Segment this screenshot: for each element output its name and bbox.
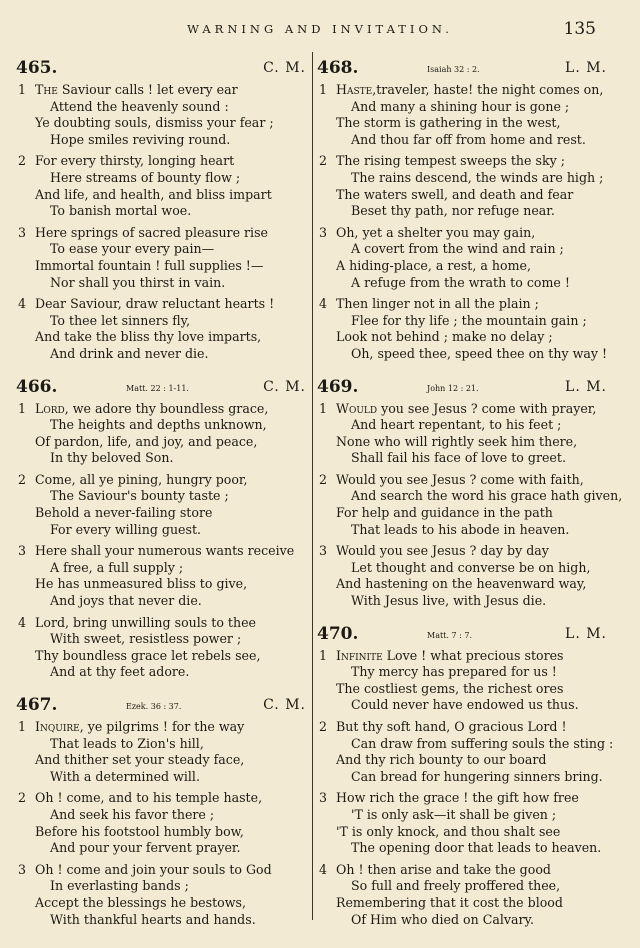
verse-line (16, 313, 306, 330)
verse-line (317, 840, 607, 857)
line-text: And thy rich bounty to our board (336, 752, 547, 768)
line-text: To thee let sinners fly, (50, 312, 191, 328)
line-text: we adore thy boundless grace, (68, 400, 269, 416)
stanza-number: 4 (319, 861, 328, 877)
stanza (317, 790, 607, 856)
line-text: The opening door that leads to heaven. (351, 840, 602, 856)
stanza (16, 719, 306, 785)
line-text: Let thought and converse be on high, (351, 559, 591, 575)
line-text: Immortal fountain ! full supplies !— (35, 257, 264, 273)
stanza-number: 2 (319, 719, 328, 734)
verse-line (317, 132, 607, 149)
verse-line (317, 895, 607, 912)
line-text: Ye doubting souls, dismiss your fear ; (35, 115, 274, 131)
line-text: ye pilgrims ! for the way (83, 719, 245, 734)
line-text: And joys that never die. (50, 593, 202, 609)
stanza-number: 1 (18, 719, 27, 734)
left-column (16, 58, 306, 942)
verse-line (317, 878, 607, 895)
stanza-number: 1 (18, 82, 27, 97)
line-text: How rich the grace ! the gift how free (336, 790, 579, 806)
scripture-reference: John 12 : 21. (427, 383, 479, 393)
hymn-meter: C. M. (263, 697, 306, 713)
verse-line (317, 912, 607, 929)
hymn-meter: L. M. (565, 378, 607, 395)
first-word: Infinite (336, 647, 383, 663)
stanza-number: 1 (319, 82, 328, 97)
line-text: And seek his favor there ; (50, 806, 215, 822)
line-text: Accept the blessings he bestows, (35, 894, 246, 910)
verse-line (317, 153, 607, 170)
hymn-meter: C. M. (263, 378, 306, 395)
line-text: With sweet, resistless power ; (50, 631, 242, 647)
hymn-header (16, 58, 306, 80)
verse-line (317, 329, 607, 346)
scripture-reference: Matt. 7 : 7. (427, 630, 472, 640)
line-text: Before his footstool humbly bow, (35, 823, 244, 839)
line-text: Can draw from suffering souls the sting : (351, 735, 614, 751)
verse-line (317, 505, 607, 522)
verse-line (317, 593, 607, 610)
verse-line (317, 543, 607, 560)
verse-line (16, 736, 306, 753)
verse-line (16, 187, 306, 204)
line-text: But thy soft hand, O gracious Lord ! (336, 719, 567, 734)
hymn-number: 469. (317, 376, 359, 397)
first-word: Lord, (35, 400, 69, 416)
verse-line (16, 472, 306, 489)
line-text: Hope smiles reviving round. (50, 131, 231, 147)
line-text: 'T is only ask—it shall be given ; (351, 806, 557, 822)
line-text: With thankful hearts and hands. (50, 911, 256, 927)
line-text: Attend the heavenly sound : (50, 98, 229, 114)
stanza (317, 296, 607, 362)
verse-line (16, 840, 306, 857)
verse-line (317, 296, 607, 313)
scripture-reference: Matt. 22 : 1-11. (126, 383, 189, 393)
hymn-number: 465. (16, 58, 58, 78)
hymn-meter: L. M. (565, 625, 607, 642)
verse-line (16, 878, 306, 895)
verse-line (16, 296, 306, 313)
line-text: Would you see Jesus ? come with faith, (336, 471, 584, 487)
stanza-number: 1 (319, 647, 328, 663)
verse-line (16, 450, 306, 467)
line-text: Beset thy path, nor refuge near. (351, 203, 555, 219)
hymn (16, 58, 306, 363)
line-text: Then linger not in all the plain ; (336, 296, 539, 312)
running-title: WARNING AND INVITATION. (187, 22, 453, 36)
stanza-number: 3 (18, 224, 27, 240)
verse-line (16, 576, 306, 593)
verse-line (317, 576, 607, 593)
hymn (317, 623, 614, 929)
line-text: And drink and never die. (50, 345, 209, 361)
verse-line (16, 648, 306, 665)
first-word: The (35, 82, 58, 97)
verse-line (317, 697, 607, 714)
line-text: In everlasting bands ; (50, 878, 189, 894)
line-text: Flee for thy life ; the mountain gain ; (351, 312, 587, 328)
line-text: That leads to his abode in heaven. (351, 521, 570, 537)
verse-line (16, 543, 306, 560)
verse-line (16, 560, 306, 577)
line-text: Thy mercy has prepared for us ! (351, 664, 557, 680)
verse-line (16, 401, 306, 418)
stanza-number: 4 (18, 614, 27, 630)
line-text: Oh ! then arise and take the good (336, 861, 551, 877)
verse-line (317, 258, 607, 275)
line-text: With Jesus live, with Jesus die. (351, 593, 547, 609)
verse-line (317, 752, 607, 769)
line-text: Look not behind ; make no delay ; (336, 329, 553, 345)
stanza (317, 225, 607, 291)
line-text: you see Jesus ? come with prayer, (377, 400, 597, 416)
verse-line (317, 99, 607, 116)
verse-line (317, 275, 607, 292)
line-text: The rising tempest sweeps the sky ; (336, 153, 565, 169)
line-text: Would you see Jesus ? day by day (336, 543, 549, 559)
verse-line (16, 862, 306, 879)
verse-line (317, 241, 607, 258)
verse-line (16, 488, 306, 505)
verse-line (16, 719, 306, 736)
verse-line (16, 824, 306, 841)
stanza (16, 615, 306, 681)
verse-line (16, 417, 306, 434)
line-text: That leads to Zion's hill, (50, 735, 204, 751)
verse-line (317, 115, 607, 132)
scripture-reference: Ezek. 36 : 37. (126, 702, 182, 711)
line-text: Oh, yet a shelter you may gain, (336, 224, 536, 240)
line-text: For every willing guest. (50, 521, 202, 537)
line-text: Here streams of bounty flow ; (50, 169, 241, 185)
stanza (317, 471, 623, 538)
line-text: The waters swell, and death and fear (336, 186, 574, 202)
line-text: A hiding-place, a rest, a home, (336, 257, 531, 273)
line-text: The Saviour's bounty taste ; (50, 488, 229, 504)
line-text: And thou far off from home and rest. (351, 131, 586, 147)
stanza (317, 82, 607, 148)
hymn-number: 470. (317, 623, 359, 644)
line-text: And heart repentant, to his feet ; (351, 417, 562, 433)
line-text: Here springs of sacred pleasure rise (35, 224, 268, 240)
line-text: Saviour calls ! let every ear (57, 82, 238, 97)
stanza (16, 401, 306, 467)
line-text: And at thy feet adore. (50, 664, 190, 680)
verse-line (16, 225, 306, 242)
line-text: traveler, haste! the night comes on, (376, 82, 604, 97)
verse-line (317, 450, 607, 467)
verse-line (317, 862, 607, 879)
line-text: The rains descend, the winds are high ; (351, 169, 604, 185)
line-text: And life, and health, and bliss impart (35, 186, 272, 202)
verse-line (16, 593, 306, 610)
stanza (16, 225, 306, 291)
line-text: For help and guidance in the path (336, 505, 553, 521)
verse-line (317, 664, 607, 681)
line-text: He has unmeasured bliss to give, (35, 576, 248, 592)
hymn-header (16, 377, 306, 399)
stanza (16, 82, 306, 148)
page-number: 135 (563, 19, 596, 39)
line-text: And pour your fervent prayer. (50, 840, 241, 856)
verse-line (16, 275, 306, 292)
stanza (317, 719, 614, 785)
verse-line (317, 488, 623, 505)
verse-line (16, 434, 306, 451)
verse-line (16, 132, 306, 149)
verse-line (16, 241, 306, 258)
verse-line (317, 417, 607, 434)
verse-line (317, 648, 607, 665)
verse-line (317, 401, 607, 418)
verse-line (16, 346, 306, 363)
verse-line (16, 752, 306, 769)
stanza (317, 401, 607, 467)
verse-line (317, 522, 607, 539)
verse-line (317, 769, 607, 786)
line-text: None who will rightly seek him there, (336, 433, 578, 449)
verse-line (16, 522, 306, 539)
verse-line (317, 82, 607, 99)
verse-line (317, 313, 607, 330)
verse-line (16, 82, 306, 99)
verse-line (317, 824, 607, 841)
line-text: The storm is gathering in the west, (336, 115, 561, 131)
line-text: So full and freely proffered thee, (351, 878, 561, 894)
stanza-number: 2 (319, 471, 328, 487)
hymn-number: 466. (16, 376, 58, 397)
stanza (16, 296, 306, 362)
line-text: Could never have endowed us thus. (351, 697, 579, 713)
verse-line (317, 807, 607, 824)
verse-line (16, 807, 306, 824)
stanza (317, 648, 607, 714)
stanza-number: 2 (18, 471, 27, 487)
stanza-number: 2 (18, 153, 27, 169)
verse-line (16, 115, 306, 132)
line-text: And search the word his grace hath given, (351, 488, 623, 504)
hymn-number: 467. (16, 695, 58, 715)
line-text: Of pardon, life, and joy, and peace, (35, 433, 258, 449)
stanza-number: 3 (319, 543, 328, 559)
stanza-number: 4 (18, 296, 27, 312)
verse-line (16, 912, 306, 929)
hymn (16, 377, 306, 682)
stanza-number: 1 (18, 400, 27, 416)
line-text: And many a shining hour is gone ; (351, 98, 570, 114)
verse-line (317, 735, 614, 753)
line-text: In thy beloved Son. (50, 450, 174, 466)
verse-line (16, 203, 306, 220)
verse-line (317, 225, 607, 242)
verse-line (16, 153, 306, 170)
verse-line (317, 560, 607, 577)
line-text: Oh ! come, and to his temple haste, (35, 790, 263, 806)
verse-line (16, 664, 306, 681)
stanza (16, 153, 306, 219)
hymn-header (16, 695, 306, 717)
hymn-meter: C. M. (263, 60, 306, 76)
hymn-header (317, 624, 607, 646)
line-text: A refuge from the wrath to come ! (351, 274, 570, 290)
verse-line (317, 187, 607, 204)
first-word: Would (336, 400, 378, 416)
verse-line (317, 203, 607, 220)
stanza-number: 2 (319, 153, 328, 169)
line-text: To ease your every pain— (50, 241, 215, 257)
line-text: Love ! what precious stores (382, 647, 564, 663)
first-word: Inquire, (35, 719, 84, 734)
line-text: And thither set your steady face, (35, 752, 245, 768)
line-text: Nor shall you thirst in vain. (50, 274, 226, 290)
column-divider (312, 52, 313, 920)
verse-line (16, 895, 306, 912)
hymn-meter: L. M. (565, 60, 607, 76)
stanza-number: 4 (319, 296, 328, 312)
first-word: Haste, (336, 82, 377, 97)
line-text: With a determined will. (50, 768, 200, 784)
stanza (317, 862, 607, 928)
stanza-number: 3 (319, 224, 328, 240)
verse-line (16, 505, 306, 522)
line-text: Shall fail his face of love to greet. (351, 450, 566, 466)
verse-line (16, 790, 306, 807)
verse-line (16, 170, 306, 187)
stanza-number: 2 (18, 790, 27, 806)
stanza (317, 153, 607, 219)
verse-line (317, 790, 607, 807)
hymn-header (317, 377, 607, 399)
stanza-number: 3 (319, 790, 328, 806)
hymn (16, 695, 306, 928)
line-text: Lord, bring unwilling souls to thee (35, 614, 256, 630)
line-text: Remembering that it cost the blood (336, 894, 563, 910)
line-text: And take the bliss thy love imparts, (35, 329, 262, 345)
verse-line (16, 615, 306, 632)
verse-line (317, 681, 607, 698)
line-text: For every thirsty, longing heart (35, 153, 235, 169)
hymn (317, 58, 607, 363)
line-text: Come, all ye pining, hungry poor, (35, 471, 248, 487)
line-text: A covert from the wind and rain ; (351, 241, 564, 257)
verse-line (317, 472, 607, 489)
line-text: Oh ! come and join your souls to God (35, 861, 272, 877)
line-text: Here shall your numerous wants receive (35, 543, 295, 559)
verse-line (16, 258, 306, 275)
line-text: Of Him who died on Calvary. (351, 911, 534, 927)
line-text: And hastening on the heavenward way, (336, 576, 587, 592)
right-column (317, 58, 623, 942)
line-text: Behold a never-failing store (35, 505, 213, 521)
line-text: Can bread for hungering sinners bring. (351, 768, 603, 784)
verse-line (317, 719, 607, 736)
line-text: A free, a full supply ; (50, 559, 184, 575)
verse-line (317, 434, 607, 451)
verse-line (317, 170, 607, 187)
verse-line (317, 346, 607, 363)
stanza-number: 3 (18, 543, 27, 559)
line-text: Oh, speed thee, speed thee on thy way ! (351, 345, 608, 361)
verse-line (16, 769, 306, 786)
stanza (16, 543, 306, 609)
line-text: Thy boundless grace let rebels see, (35, 647, 261, 663)
verse-line (16, 329, 306, 346)
stanza (16, 862, 306, 928)
line-text: Dear Saviour, draw reluctant hearts ! (35, 296, 275, 312)
line-text: To banish mortal woe. (50, 203, 192, 219)
verse-line (16, 99, 306, 116)
stanza (317, 543, 607, 609)
hymn (317, 376, 623, 610)
verse-line (16, 631, 306, 648)
line-text: 'T is only knock, and thou shalt see (336, 823, 561, 839)
stanza-number: 1 (319, 400, 328, 416)
line-text: The heights and depths unknown, (50, 417, 267, 433)
stanza (16, 790, 306, 856)
stanza-number: 3 (18, 861, 27, 877)
hymn-header (317, 58, 607, 80)
line-text: The costliest gems, the richest ores (336, 680, 564, 696)
hymn-number: 468. (317, 58, 359, 78)
stanza (16, 472, 306, 538)
scripture-reference: Isaiah 32 : 2. (427, 65, 480, 74)
